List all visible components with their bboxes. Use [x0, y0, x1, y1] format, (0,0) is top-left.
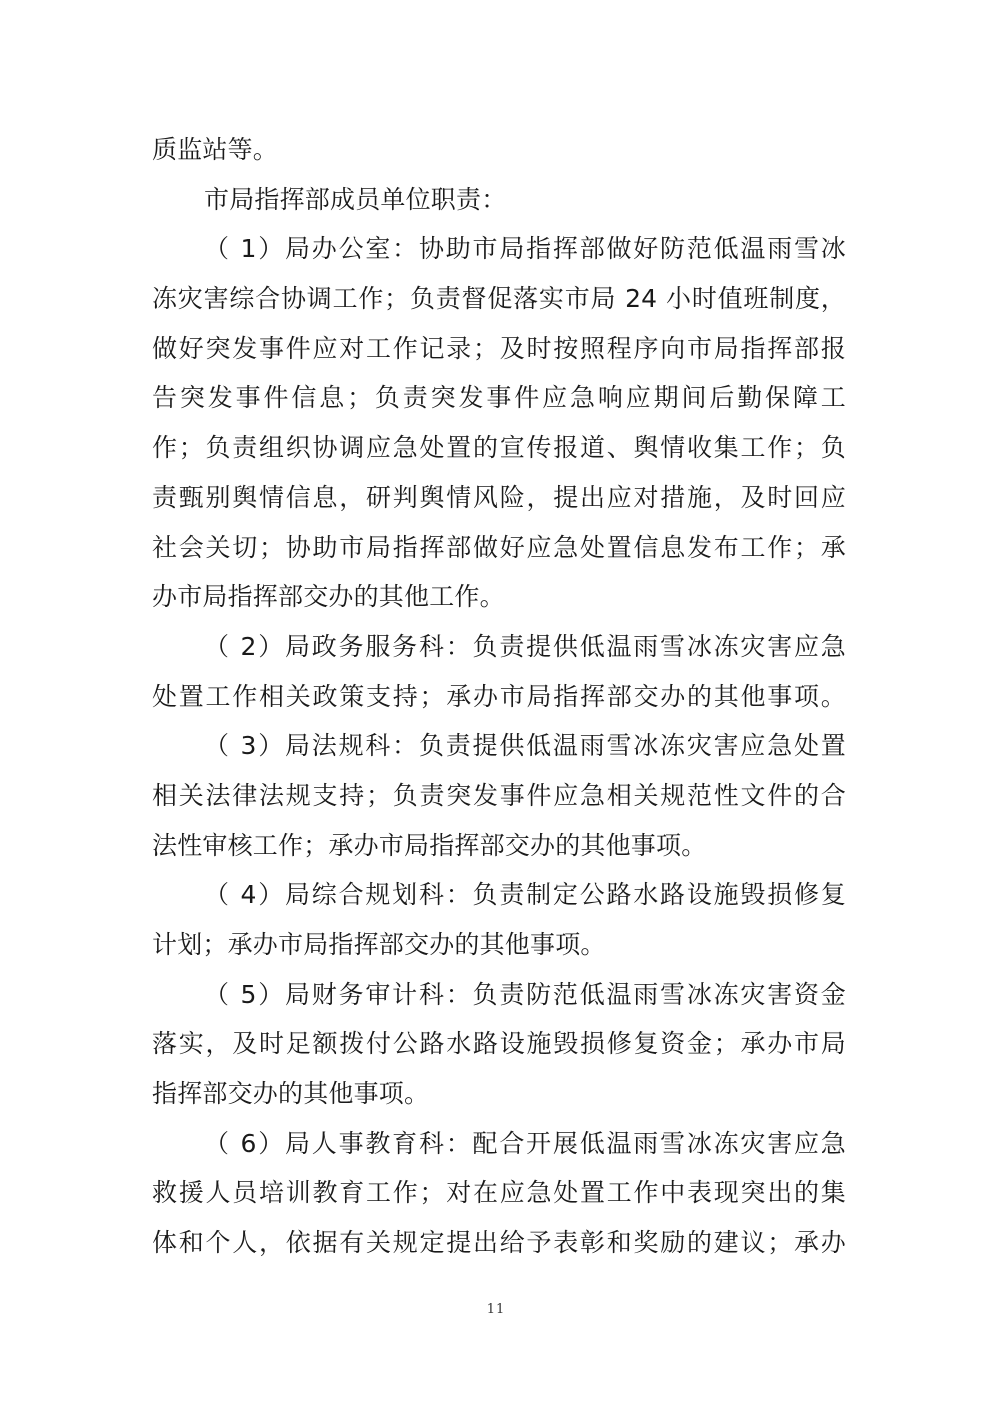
text-line: 办市局指挥部交办的其他工作。 [152, 582, 505, 612]
text-line: （ 6）局人事教育科：配合开展低温雨雪冰冻灾害应急 [204, 1128, 846, 1158]
text-line: （ 5）局财务审计科：负责防范低温雨雪冰冻灾害资金 [204, 979, 846, 1009]
text-line: 体和个人，依据有关规定提出给予表彰和奖励的建议；承办 [152, 1228, 846, 1258]
text-line: 落实，及时足额拨付公路水路设施毁损修复资金；承办市局 [152, 1029, 846, 1059]
text-line: （ 4）局综合规划科：负责制定公路水路设施毁损修复 [204, 880, 846, 910]
text-line: 指挥部交办的其他事项。 [152, 1079, 430, 1109]
page-number: 11 [486, 1302, 506, 1317]
text-line: （ 2）局政务服务科：负责提供低温雨雪冰冻灾害应急 [204, 631, 846, 661]
text-line: 作；负责组织协调应急处置的宣传报道、舆情收集工作；负 [152, 433, 846, 463]
text-line: 质监站等。 [152, 135, 279, 164]
text-line: 社会关切；协助市局指挥部做好应急处置信息发布工作；承 [152, 532, 846, 562]
text-line: 救援人员培训教育工作；对在应急处置工作中表现突出的集 [152, 1178, 846, 1208]
text-line: 法性审核工作；承办市局指挥部交办的其他事项。 [152, 830, 707, 860]
text-line: （ 3）局法规科：负责提供低温雨雪冰冻灾害应急处置 [204, 731, 846, 761]
body-text [152, 125, 846, 1268]
text-line: （ 1）局办公室：协助市局指挥部做好防范低温雨雪冰 [204, 234, 846, 264]
text-line: 冻灾害综合协调工作；负责督促落实市局 24 小时值班制度， [152, 284, 846, 314]
section-heading: 市局指挥部成员单位职责： [204, 184, 507, 214]
text-line: 做好突发事件应对工作记录；及时按照程序向市局指挥部报 [152, 333, 846, 363]
text-line: 告突发事件信息；负责突发事件应急响应期间后勤保障工 [152, 383, 846, 413]
text-line: 相关法律法规支持；负责突发事件应急相关规范性文件的合 [152, 780, 846, 810]
text-line: 处置工作相关政策支持；承办市局指挥部交办的其他事项。 [152, 681, 846, 711]
text-line: 责甄别舆情信息，研判舆情风险，提出应对措施，及时回应 [152, 482, 846, 512]
text-line: 计划；承办市局指挥部交办的其他事项。 [152, 930, 606, 959]
